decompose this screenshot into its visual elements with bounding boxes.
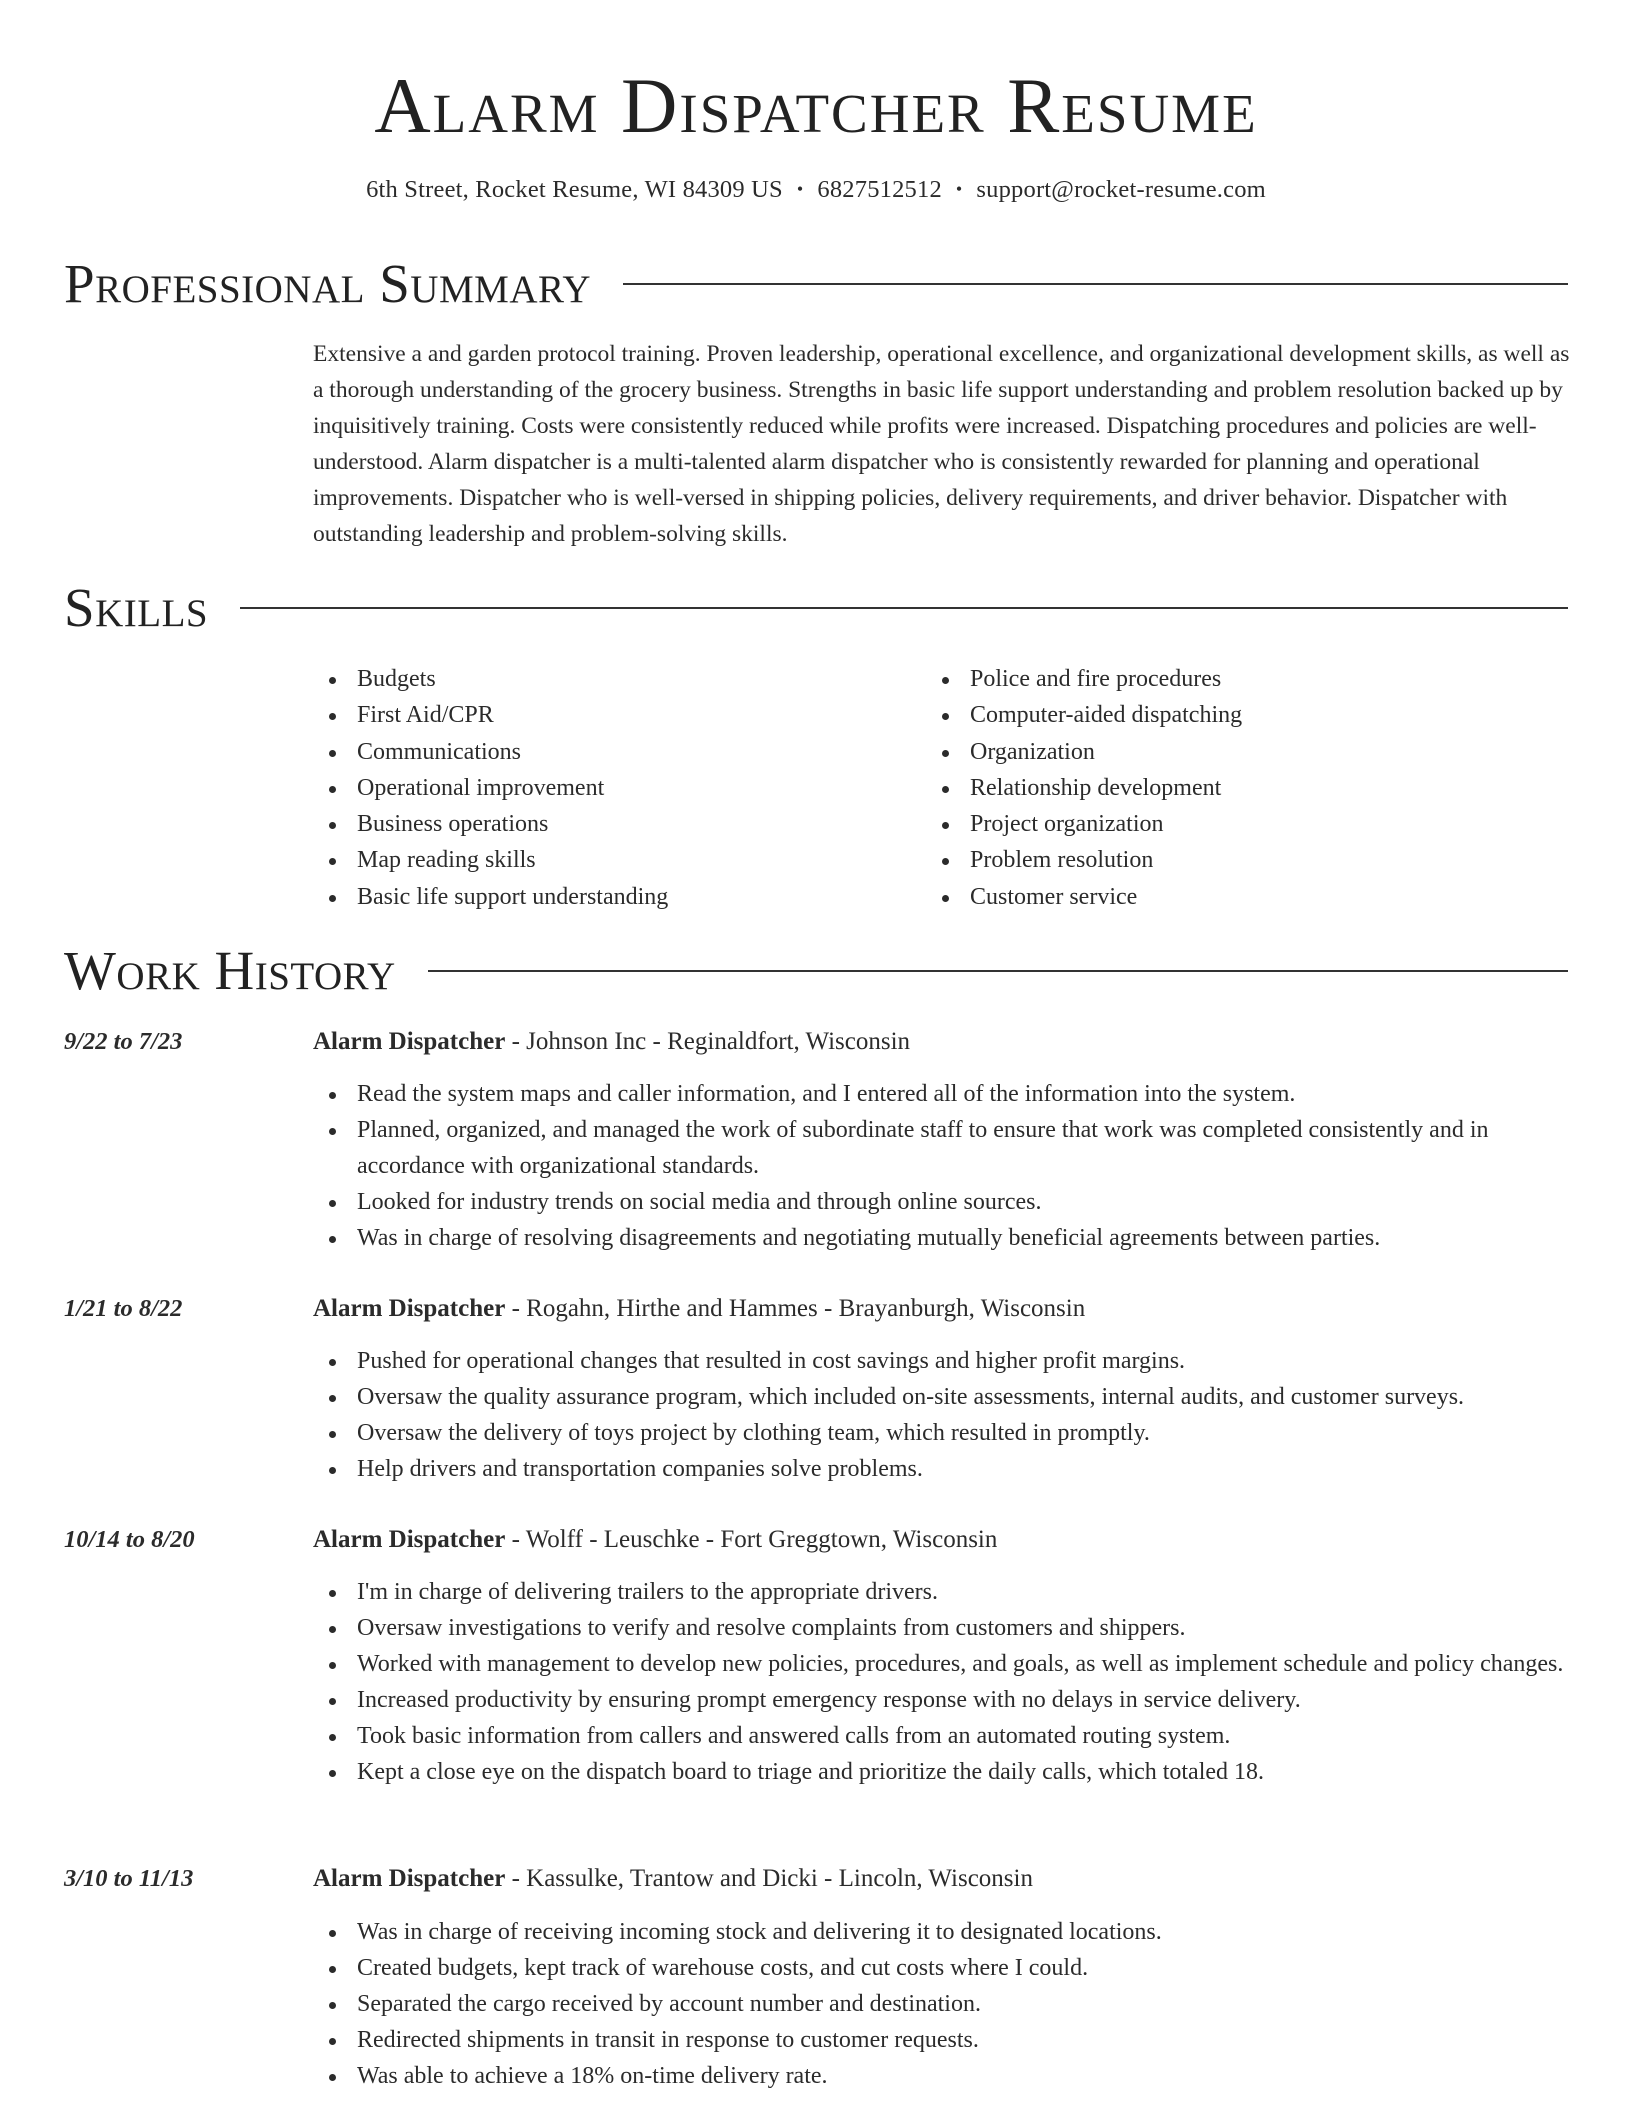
skills-list-right [926, 661, 1242, 915]
skill-item: Project organization [926, 806, 1242, 842]
job-heading [313, 1024, 910, 1060]
address-text: 6th Street, Rocket Resume, WI 84309 US [366, 176, 783, 203]
phone-text: 6827512512 [817, 176, 942, 203]
email-text: support@rocket-resume.com [976, 176, 1266, 203]
skills-heading: Skills [64, 577, 209, 638]
job-dates: 3/10 to 11/13 [64, 1865, 194, 1892]
job-bullets [313, 1343, 1583, 1487]
job-bullet: Increased productivity by ensuring prompt emergency response with no delays in service delivery. [313, 1682, 1583, 1718]
job-employer: - Wolff - Leuschke - Fort Greggtown, Wisconsin [505, 1526, 998, 1553]
job-bullet: Oversaw the delivery of toys project by clothing team, which resulted in promptly. [313, 1415, 1583, 1451]
work-heading: Work History [64, 940, 396, 1001]
section-divider [240, 607, 1568, 609]
contact-separator: • [796, 179, 804, 199]
job-role: Alarm Dispatcher [313, 1526, 506, 1553]
job-bullet: Was in charge of resolving disagreements and negotiating mutually beneficial agreements between parties. [313, 1220, 1583, 1256]
job-dates: 1/21 to 8/22 [64, 1295, 183, 1322]
job-bullet: Help drivers and transportation companies solve problems. [313, 1451, 1583, 1487]
job-employer: - Johnson Inc - Reginaldfort, Wisconsin [505, 1028, 911, 1055]
skill-item: Police and fire procedures [926, 661, 1242, 697]
job-dates: 9/22 to 7/23 [64, 1028, 183, 1055]
job-bullet: Separated the cargo received by account number and destination. [313, 1986, 1583, 2022]
skill-item: Business operations [313, 806, 668, 842]
job-bullet: Pushed for operational changes that resulted in cost savings and higher profit margins. [313, 1343, 1583, 1379]
job-bullets [313, 1574, 1583, 1790]
job-employer: - Rogahn, Hirthe and Hammes - Brayanburgh, Wisconsin [505, 1295, 1086, 1322]
job-bullet: Looked for industry trends on social media and through online sources. [313, 1184, 1583, 1220]
job-employer: - Kassulke, Trantow and Dicki - Lincoln, Wisconsin [505, 1865, 1033, 1892]
skill-item: Budgets [313, 661, 668, 697]
contact-separator: • [955, 179, 963, 199]
job-bullet: Redirected shipments in transit in response to customer requests. [313, 2022, 1583, 2058]
section-divider [428, 970, 1568, 972]
job-role: Alarm Dispatcher [313, 1865, 506, 1892]
job-bullet: Was in charge of receiving incoming stock and delivering it to designated locations. [313, 1914, 1583, 1950]
skill-item: Computer-aided dispatching [926, 697, 1242, 733]
skill-item: First Aid/CPR [313, 697, 668, 733]
contact-line [0, 172, 1632, 207]
skills-section-header [64, 576, 1568, 640]
job-dates: 10/14 to 8/20 [64, 1526, 195, 1553]
resume-title: Alarm Dispatcher Resume [374, 62, 1258, 149]
skill-item: Map reading skills [313, 842, 668, 878]
job-bullet: Worked with management to develop new policies, procedures, and goals, as well as implement schedule and policy changes. [313, 1646, 1583, 1682]
summary-paragraph: Extensive a and garden protocol training. Proven leadership, operational excellence, and organizational development skills, as well as a thorough understanding of the grocery business. Strengths in basic life support understanding and problem resolution backed up by inquisitively training. Costs were consistently reduced while profits were increased. Dispatching procedures and policies are well-understood. Alarm dispatcher is a multi-talented alarm dispatcher who is consistently rewarded for planning and operational improvements. Dispatcher who is well-versed in shipping policies, delivery requirements, and driver behavior. Dispatcher with outstanding leadership and problem-solving skills. [313, 341, 1570, 547]
job-bullet: Created budgets, kept track of warehouse costs, and cut costs where I could. [313, 1950, 1583, 1986]
skill-item: Communications [313, 734, 668, 770]
skill-item: Relationship development [926, 770, 1242, 806]
skill-item: Problem resolution [926, 842, 1242, 878]
skill-item: Operational improvement [313, 770, 668, 806]
job-bullet: Planned, organized, and managed the work of subordinate staff to ensure that work was completed consistently and in accordance with organizational standards. [313, 1112, 1583, 1184]
skill-item: Customer service [926, 879, 1242, 915]
job-bullet: Took basic information from callers and answered calls from an automated routing system. [313, 1718, 1583, 1754]
job-bullet: Was able to achieve a 18% on-time delivery rate. [313, 2058, 1583, 2094]
job-bullet: Read the system maps and caller information, and I entered all of the information into the system. [313, 1076, 1583, 1112]
job-heading [313, 1291, 1085, 1327]
job-bullets [313, 1076, 1583, 1256]
summary-heading: Professional Summary [64, 253, 592, 314]
job-bullet: Kept a close eye on the dispatch board to triage and prioritize the daily calls, which totaled 18. [313, 1754, 1583, 1790]
section-divider [623, 283, 1568, 285]
job-bullets [313, 1914, 1583, 2094]
job-role: Alarm Dispatcher [313, 1028, 506, 1055]
skill-item: Basic life support understanding [313, 879, 668, 915]
summary-section-header [64, 252, 1568, 316]
job-role: Alarm Dispatcher [313, 1295, 506, 1322]
job-bullet: I'm in charge of delivering trailers to the appropriate drivers. [313, 1574, 1583, 1610]
job-heading [313, 1522, 997, 1558]
job-bullet: Oversaw investigations to verify and resolve complaints from customers and shippers. [313, 1610, 1583, 1646]
job-heading [313, 1861, 1033, 1897]
work-section-header [64, 939, 1568, 1003]
skill-item: Organization [926, 734, 1242, 770]
job-bullet: Oversaw the quality assurance program, which included on-site assessments, internal audits, and customer surveys. [313, 1379, 1583, 1415]
skills-list-left [313, 661, 668, 915]
